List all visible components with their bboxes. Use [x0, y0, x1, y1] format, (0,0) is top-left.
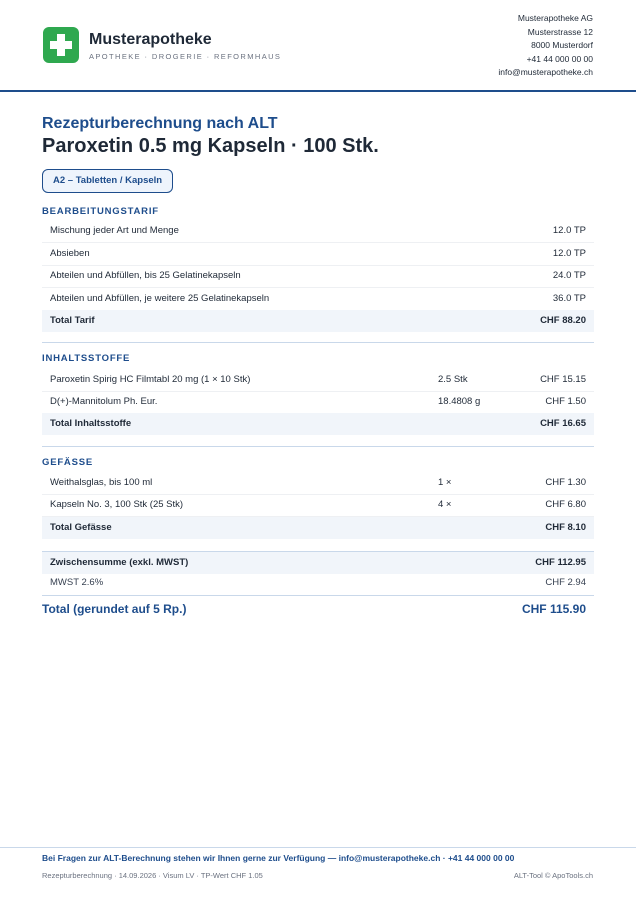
grand-total-divider [42, 595, 594, 596]
document-subtitle: Rezepturberechnung nach ALT [42, 115, 278, 132]
row-label: Mischung jeder Art und Menge [50, 225, 179, 236]
row-quantity: 4 × [438, 499, 452, 510]
row-amount: CHF 15.15 [540, 374, 586, 385]
section-divider [42, 446, 594, 447]
row-label: Abteilen und Abfüllen, bis 25 Gelatinekapseln [50, 270, 241, 281]
row-quantity: 1 × [438, 477, 452, 488]
total-amount: CHF 16.65 [540, 418, 586, 429]
section-divider [42, 342, 594, 343]
section-title-tarif: BEARBEITUNGSTARIF [42, 206, 159, 217]
section-title-inhalt: INHALTSSTOFFE [42, 353, 131, 364]
vat-label: MWST 2.6% [50, 577, 104, 588]
pharmacy-cross-icon [43, 27, 79, 63]
row-label: D(+)-Mannitolum Ph. Eur. [50, 396, 158, 407]
row-amount: 12.0 TP [552, 248, 586, 259]
total-amount: CHF 8.10 [545, 522, 586, 533]
address-phone: +41 44 000 00 00 [526, 53, 593, 64]
footer-credit: ALT-Tool © ApoTools.ch [513, 871, 593, 880]
footer-contact: Bei Fragen zur ALT-Berechnung stehen wir Ihnen gerne zur Verfügung — info@musterapotheke.ch · +41 44 000 00 00 [42, 853, 515, 863]
row-amount: CHF 6.80 [545, 499, 586, 510]
brand-tagline: APOTHEKE · DROGERIE · REFORMHAUS [89, 52, 282, 61]
row-amount: CHF 1.50 [545, 396, 586, 407]
total-row-tarif [42, 310, 594, 332]
address-company: Musterapotheke AG [517, 13, 593, 23]
footer-divider [0, 847, 636, 848]
total-row-gefaesse [42, 517, 594, 539]
table-row [42, 243, 594, 266]
grand-total-row [42, 598, 594, 620]
row-amount: CHF 1.30 [545, 477, 586, 488]
row-label: Kapseln No. 3, 100 Stk (25 Stk) [50, 499, 184, 510]
row-amount: 12.0 TP [552, 225, 586, 236]
category-badge: A2 – Tabletten / Kapseln [42, 169, 173, 193]
total-row-inhalt [42, 413, 594, 435]
subtotal-amount: CHF 112.95 [535, 557, 586, 568]
footer-meta: Rezepturberechnung · 14.09.2026 · Visum LV · TP-Wert CHF 1.05 [42, 871, 263, 880]
table-row [42, 220, 594, 243]
table-row [42, 494, 594, 517]
brand-name: Musterapotheke [89, 31, 212, 48]
table-row [42, 288, 594, 311]
section-title-gefaesse: GEFÄSSE [42, 457, 93, 468]
table-row [42, 472, 594, 495]
row-label: Abteilen und Abfüllen, je weitere 25 Gelatinekapseln [50, 293, 270, 304]
row-label: Paroxetin Spirig HC Filmtabl 20 mg (1 × 10 Stk) [50, 374, 251, 385]
subtotal-row [42, 552, 594, 574]
row-label: Weithalsglas, bis 100 ml [50, 477, 153, 488]
vat-amount: CHF 2.94 [545, 577, 586, 588]
table-row [42, 391, 594, 414]
row-quantity: 18.4808 g [438, 396, 481, 407]
row-label: Absieben [50, 248, 90, 259]
grand-total-label: Total (gerundet auf 5 Rp.) [42, 602, 187, 616]
total-amount: CHF 88.20 [540, 315, 586, 326]
row-amount: 36.0 TP [552, 293, 586, 304]
row-amount: 24.0 TP [552, 270, 586, 281]
document-title: Paroxetin 0.5 mg Kapseln · 100 Stk. [42, 135, 379, 157]
address-street: Musterstrasse 12 [527, 26, 593, 37]
table-row [42, 369, 594, 392]
address-email: info@musterapotheke.ch [498, 67, 593, 77]
total-label: Total Gefässe [50, 522, 112, 533]
vat-row [42, 572, 594, 594]
total-label: Total Inhaltsstoffe [50, 418, 132, 429]
letterhead [0, 0, 636, 92]
row-quantity: 2.5 Stk [438, 374, 468, 385]
address-city: 8000 Musterdorf [531, 40, 593, 50]
grand-total-amount: CHF 115.90 [521, 602, 586, 616]
address-block [498, 12, 593, 80]
table-row [42, 265, 594, 288]
subtotal-label: Zwischensumme (exkl. MWST) [50, 557, 189, 568]
total-label: Total Tarif [50, 315, 95, 326]
